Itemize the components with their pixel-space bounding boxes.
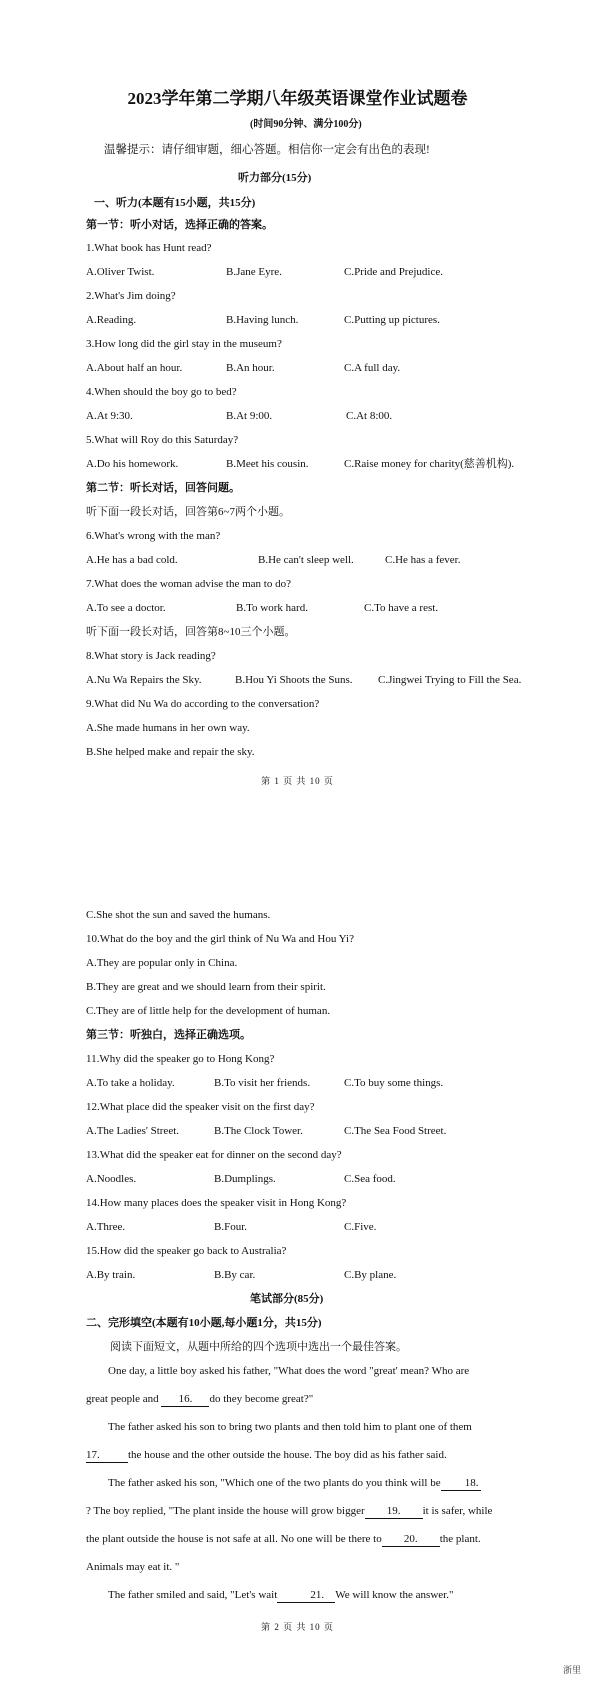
question-9: 9.What did Nu Wa do according to the conversation?: [86, 698, 320, 710]
q5-option-a[interactable]: A.Do his homework.: [86, 458, 179, 470]
q1-option-b[interactable]: B.Jane Eyre.: [226, 266, 282, 278]
instruction-8-10: 听下面一段长对话，回答第8~10三个小题。: [86, 626, 296, 638]
q1-option-c[interactable]: C.Pride and Prejudice.: [344, 266, 443, 278]
question-11: 11.Why did the speaker go to Hong Kong?: [86, 1053, 275, 1065]
page-2: [0, 880, 595, 1684]
q3-option-c[interactable]: C.A full day.: [344, 362, 401, 374]
q8-option-c[interactable]: C.Jingwei Trying to Fill the Sea.: [378, 674, 522, 686]
passage-text: do they become great?": [209, 1393, 314, 1405]
passage-line-1: One day, a little boy asked his father, "What does the word "great' mean? Who are: [108, 1365, 470, 1377]
q13-option-a[interactable]: A.Noodles.: [86, 1173, 137, 1185]
question-10: 10.What do the boy and the girl think of Nu Wa and Hou Yi?: [86, 933, 354, 945]
question-1: 1.What book has Hunt read?: [86, 242, 212, 254]
q2-option-a[interactable]: A.Reading.: [86, 314, 137, 326]
q13-option-b[interactable]: B.Dumplings.: [214, 1173, 276, 1185]
q11-option-a[interactable]: A.To take a holiday.: [86, 1077, 175, 1089]
section-1-heading: 一、听力(本题有15小题，共15分): [94, 197, 256, 209]
part-2-heading: 第二节：听长对话，回答问题。: [86, 482, 240, 494]
section-2-heading: 二、完形填空(本题有10小题,每小题1分，共15分): [86, 1317, 322, 1329]
question-14: 14.How many places does the speaker visit in Hong Kong?: [86, 1197, 347, 1209]
q10-option-b[interactable]: B.They are great and we should learn from their spirit.: [86, 981, 326, 993]
page-1-footer: 第 1 页 共 10 页: [261, 776, 334, 786]
page-title: 2023学年第二学期八年级英语课堂作业试题卷: [127, 89, 468, 108]
q10-option-c[interactable]: C.They are of little help for the development of human.: [86, 1005, 331, 1017]
q6-option-b[interactable]: B.He can't sleep well.: [258, 554, 354, 566]
q7-option-a[interactable]: A.To see a doctor.: [86, 602, 166, 614]
passage-line-7: [86, 1532, 538, 1547]
q14-option-a[interactable]: A.Three.: [86, 1221, 126, 1233]
q13-option-c[interactable]: C.Sea food.: [344, 1173, 396, 1185]
q12-option-c[interactable]: C.The Sea Food Street.: [344, 1125, 447, 1137]
passage-text: great people and: [86, 1393, 159, 1405]
q4-option-c[interactable]: C.At 8:00.: [346, 410, 393, 422]
q4-option-b[interactable]: B.At 9:00.: [226, 410, 273, 422]
q8-option-b[interactable]: B.Hou Yi Shoots the Suns.: [235, 674, 353, 686]
q2-option-c[interactable]: C.Putting up pictures.: [344, 314, 440, 326]
q8-option-a[interactable]: A.Nu Wa Repairs the Sky.: [86, 674, 202, 686]
q15-option-b[interactable]: B.By car.: [214, 1269, 256, 1281]
watermark-text: 浙里: [562, 1665, 581, 1675]
question-2: 2.What's Jim doing?: [86, 290, 176, 302]
question-8: 8.What story is Jack reading?: [86, 650, 216, 662]
passage-text: the plant outside the house is not safe at all. No one will be there to: [86, 1533, 382, 1545]
q4-option-a[interactable]: A.At 9:30.: [86, 410, 133, 422]
question-13: 13.What did the speaker eat for dinner on the second day?: [86, 1149, 342, 1161]
writing-header: 笔试部分(85分): [250, 1293, 324, 1305]
blank-18[interactable]: 18.: [441, 1476, 481, 1491]
blank-21[interactable]: 21.: [277, 1588, 335, 1603]
passage-text: The father smiled and said, "Let's wait: [108, 1589, 278, 1601]
q12-option-a[interactable]: A.The Ladies' Street.: [86, 1125, 180, 1137]
question-3: 3.How long did the girl stay in the museum?: [86, 338, 282, 350]
passage-line-6: [86, 1504, 538, 1519]
passage-line-2: [86, 1392, 538, 1407]
part-1-heading: 第一节：听小对话，选择正确的答案。: [86, 219, 273, 231]
q6-option-a[interactable]: A.He has a bad cold.: [86, 554, 178, 566]
blank-20[interactable]: 20.: [382, 1532, 440, 1547]
q14-option-b[interactable]: B.Four.: [214, 1221, 248, 1233]
part-3-heading: 第三节：听独白，选择正确选项。: [86, 1029, 251, 1041]
passage-text: the house and the other outside the house. The boy did as his father said.: [128, 1449, 447, 1461]
page-1: [0, 0, 595, 840]
question-15: 15.How did the speaker go back to Australia?: [86, 1245, 287, 1257]
passage-text: ? The boy replied, "The plant inside the house will grow bigger: [86, 1505, 365, 1517]
q15-option-a[interactable]: A.By train.: [86, 1269, 136, 1281]
reminder-text: 温馨提示：请仔细审题，细心答题。相信你一定会有出色的表现!: [104, 144, 430, 156]
passage-text: the plant.: [439, 1533, 481, 1545]
q10-option-a[interactable]: A.They are popular only in China.: [86, 957, 238, 969]
q6-option-c[interactable]: C.He has a fever.: [385, 554, 461, 566]
passage-line-3: The father asked his son to bring two plants and then told him to plant one of them: [108, 1421, 472, 1433]
q5-option-c[interactable]: C.Raise money for charity(慈善机构).: [344, 458, 515, 470]
question-5: 5.What will Roy do this Saturday?: [86, 434, 239, 446]
instruction-6-7: 听下面一段长对话，回答第6~7两个小题。: [86, 506, 290, 518]
q5-option-b[interactable]: B.Meet his cousin.: [226, 458, 309, 470]
cloze-instruction: 阅读下面短文，从题中所给的四个选项中选出一个最佳答案。: [110, 1341, 407, 1353]
q14-option-c[interactable]: C.Five.: [344, 1221, 377, 1233]
q12-option-b[interactable]: B.The Clock Tower.: [214, 1125, 303, 1137]
q3-option-b[interactable]: B.An hour.: [226, 362, 275, 374]
q7-option-c[interactable]: C.To have a rest.: [364, 602, 439, 614]
exam-subtitle: (时间90分钟、满分100分): [250, 119, 362, 130]
q1-option-a[interactable]: A.Oliver Twist.: [86, 266, 155, 278]
passage-line-9: [86, 1588, 538, 1603]
q9-option-b[interactable]: B.She helped make and repair the sky.: [86, 746, 255, 758]
question-4: 4.When should the boy go to bed?: [86, 386, 237, 398]
q9-option-a[interactable]: A.She made humans in her own way.: [86, 722, 250, 734]
page-2-footer: 第 2 页 共 10 页: [261, 1622, 334, 1632]
question-12: 12.What place did the speaker visit on the first day?: [86, 1101, 315, 1113]
question-6: 6.What's wrong with the man?: [86, 530, 221, 542]
q7-option-b[interactable]: B.To work hard.: [236, 602, 308, 614]
q11-option-b[interactable]: B.To visit her friends.: [214, 1077, 311, 1089]
listening-header: 听力部分(15分): [238, 172, 312, 184]
blank-19[interactable]: 19.: [365, 1504, 423, 1519]
passage-line-5: [86, 1476, 538, 1491]
q2-option-b[interactable]: B.Having lunch.: [226, 314, 299, 326]
passage-text: We will know the answer.": [335, 1589, 454, 1601]
blank-17[interactable]: 17.: [86, 1448, 128, 1463]
q11-option-c[interactable]: C.To buy some things.: [344, 1077, 444, 1089]
q9-option-c[interactable]: C.She shot the sun and saved the humans.: [86, 909, 271, 921]
passage-text: The father asked his son, "Which one of the two plants do you think will be: [108, 1477, 441, 1489]
passage-line-8: Animals may eat it. ": [86, 1561, 180, 1573]
q3-option-a[interactable]: A.About half an hour.: [86, 362, 183, 374]
passage-line-4: [86, 1448, 538, 1463]
blank-16[interactable]: 16.: [161, 1392, 209, 1407]
question-7: 7.What does the woman advise the man to do?: [86, 578, 291, 590]
q15-option-c[interactable]: C.By plane.: [344, 1269, 397, 1281]
passage-text: it is safer, while: [422, 1505, 493, 1517]
